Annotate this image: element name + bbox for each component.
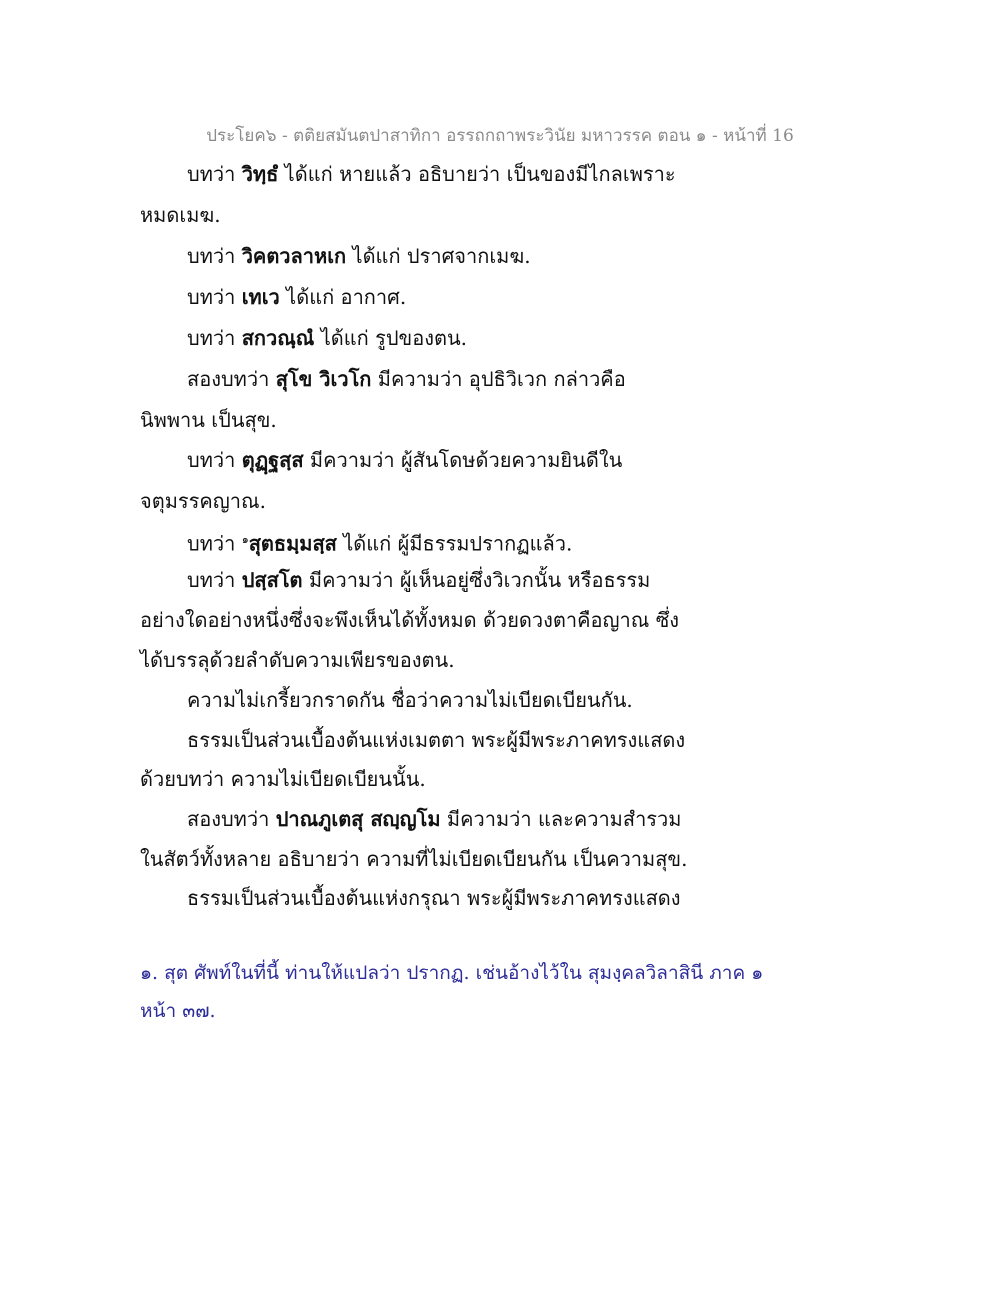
pali-term: ปาณภูเตสุ สญฺญโม (275, 807, 441, 831)
paragraph-line: บทว่า วิคตวลาหเก ได้แก่ ปราศจากเมฆ. (187, 244, 531, 268)
paragraph-line: ความไม่เกรี้ยวกราดกัน ชื่อว่าความไม่เบียดเบียนกัน. (187, 688, 633, 712)
paragraph-line: สองบทว่า สุโข วิเวโก มีความว่า อุปธิวิเวก กล่าวคือ (187, 367, 626, 391)
paragraph-line: บทว่า ปสฺสโต มีความว่า ผู้เห็นอยู่ซึ่งวิเวกนั้น หรือธรรม (187, 568, 651, 592)
running-header: ประโยค๖ - ตติยสมันตปาสาทิกา อรรถกถาพระวินัย มหาวรรค ตอน ๑ - หน้าที่ 16 (206, 126, 794, 146)
footnote-marker: ๑ (241, 533, 249, 546)
pali-term: ปสฺสโต (241, 568, 303, 592)
paragraph-line: ธรรมเป็นส่วนเบื้องต้นแห่งเมตตา พระผู้มีพระภาคทรงแสดง (187, 728, 686, 752)
paragraph-line: บทว่า เทเว ได้แก่ อากาศ. (187, 285, 407, 309)
paragraph-line: สองบทว่า ปาณภูเตสุ สญฺญโม มีความว่า และความสำรวม (187, 807, 682, 831)
paragraph-line: บทว่า ตุฏฺฐสฺส มีความว่า ผู้สันโดษด้วยความยินดีใน (187, 448, 623, 472)
paragraph-line: บทว่า สกวณฺณํ ได้แก่ รูปของตน. (187, 326, 468, 350)
paragraph-line: ด้วยบทว่า ความไม่เบียดเบียนนั้น. (140, 767, 426, 791)
paragraph-line: อย่างใดอย่างหนึ่งซึ่งจะพึงเห็นได้ทั้งหมด ด้วยดวงตาคือญาณ ซึ่ง (140, 608, 680, 632)
pali-term: วิคตวลาหเก (241, 244, 347, 268)
paragraph-line: บทว่า วิทฺธํ ได้แก่ หายแล้ว อธิบายว่า เป็นของมีไกลเพราะ (187, 162, 676, 186)
footnote-line: ๑. สุต ศัพท์ในที่นี้ ท่านให้แปลว่า ปรากฏ. เช่นอ้างไว้ใน สุมงฺคลวิลาสินี ภาค ๑ (140, 962, 764, 984)
pali-term: เทเว (241, 285, 280, 309)
paragraph-line: บทว่า $^๑$สุตธมฺมสฺส ได้แก่ ผู้มีธรรมปรากฏแล้ว. (187, 531, 573, 556)
pali-term: สุตธมฺมสฺส (248, 531, 337, 556)
paragraph-line: ในสัตว์ทั้งหลาย อธิบายว่า ความที่ไม่เบียดเบียนกัน เป็นความสุข. (140, 847, 688, 871)
pali-term: สกวณฺณํ (241, 326, 315, 350)
paragraph-line: ได้บรรลุด้วยลำดับความเพียรของตน. (140, 648, 455, 672)
pali-term: ตุฏฺฐสฺส (241, 448, 304, 472)
paragraph-line: นิพพาน เป็นสุข. (140, 408, 277, 432)
paragraph-line: ธรรมเป็นส่วนเบื้องต้นแห่งกรุณา พระผู้มีพระภาคทรงแสดง (187, 886, 681, 910)
pali-term: สุโข วิเวโก (275, 367, 372, 391)
paragraph-line: หมดเมฆ. (140, 203, 221, 227)
pali-term: วิทฺธํ (241, 162, 279, 186)
footnote-line: หน้า ๓๗. (140, 1000, 216, 1022)
paragraph-line: จตุมรรคญาณ. (140, 489, 266, 513)
